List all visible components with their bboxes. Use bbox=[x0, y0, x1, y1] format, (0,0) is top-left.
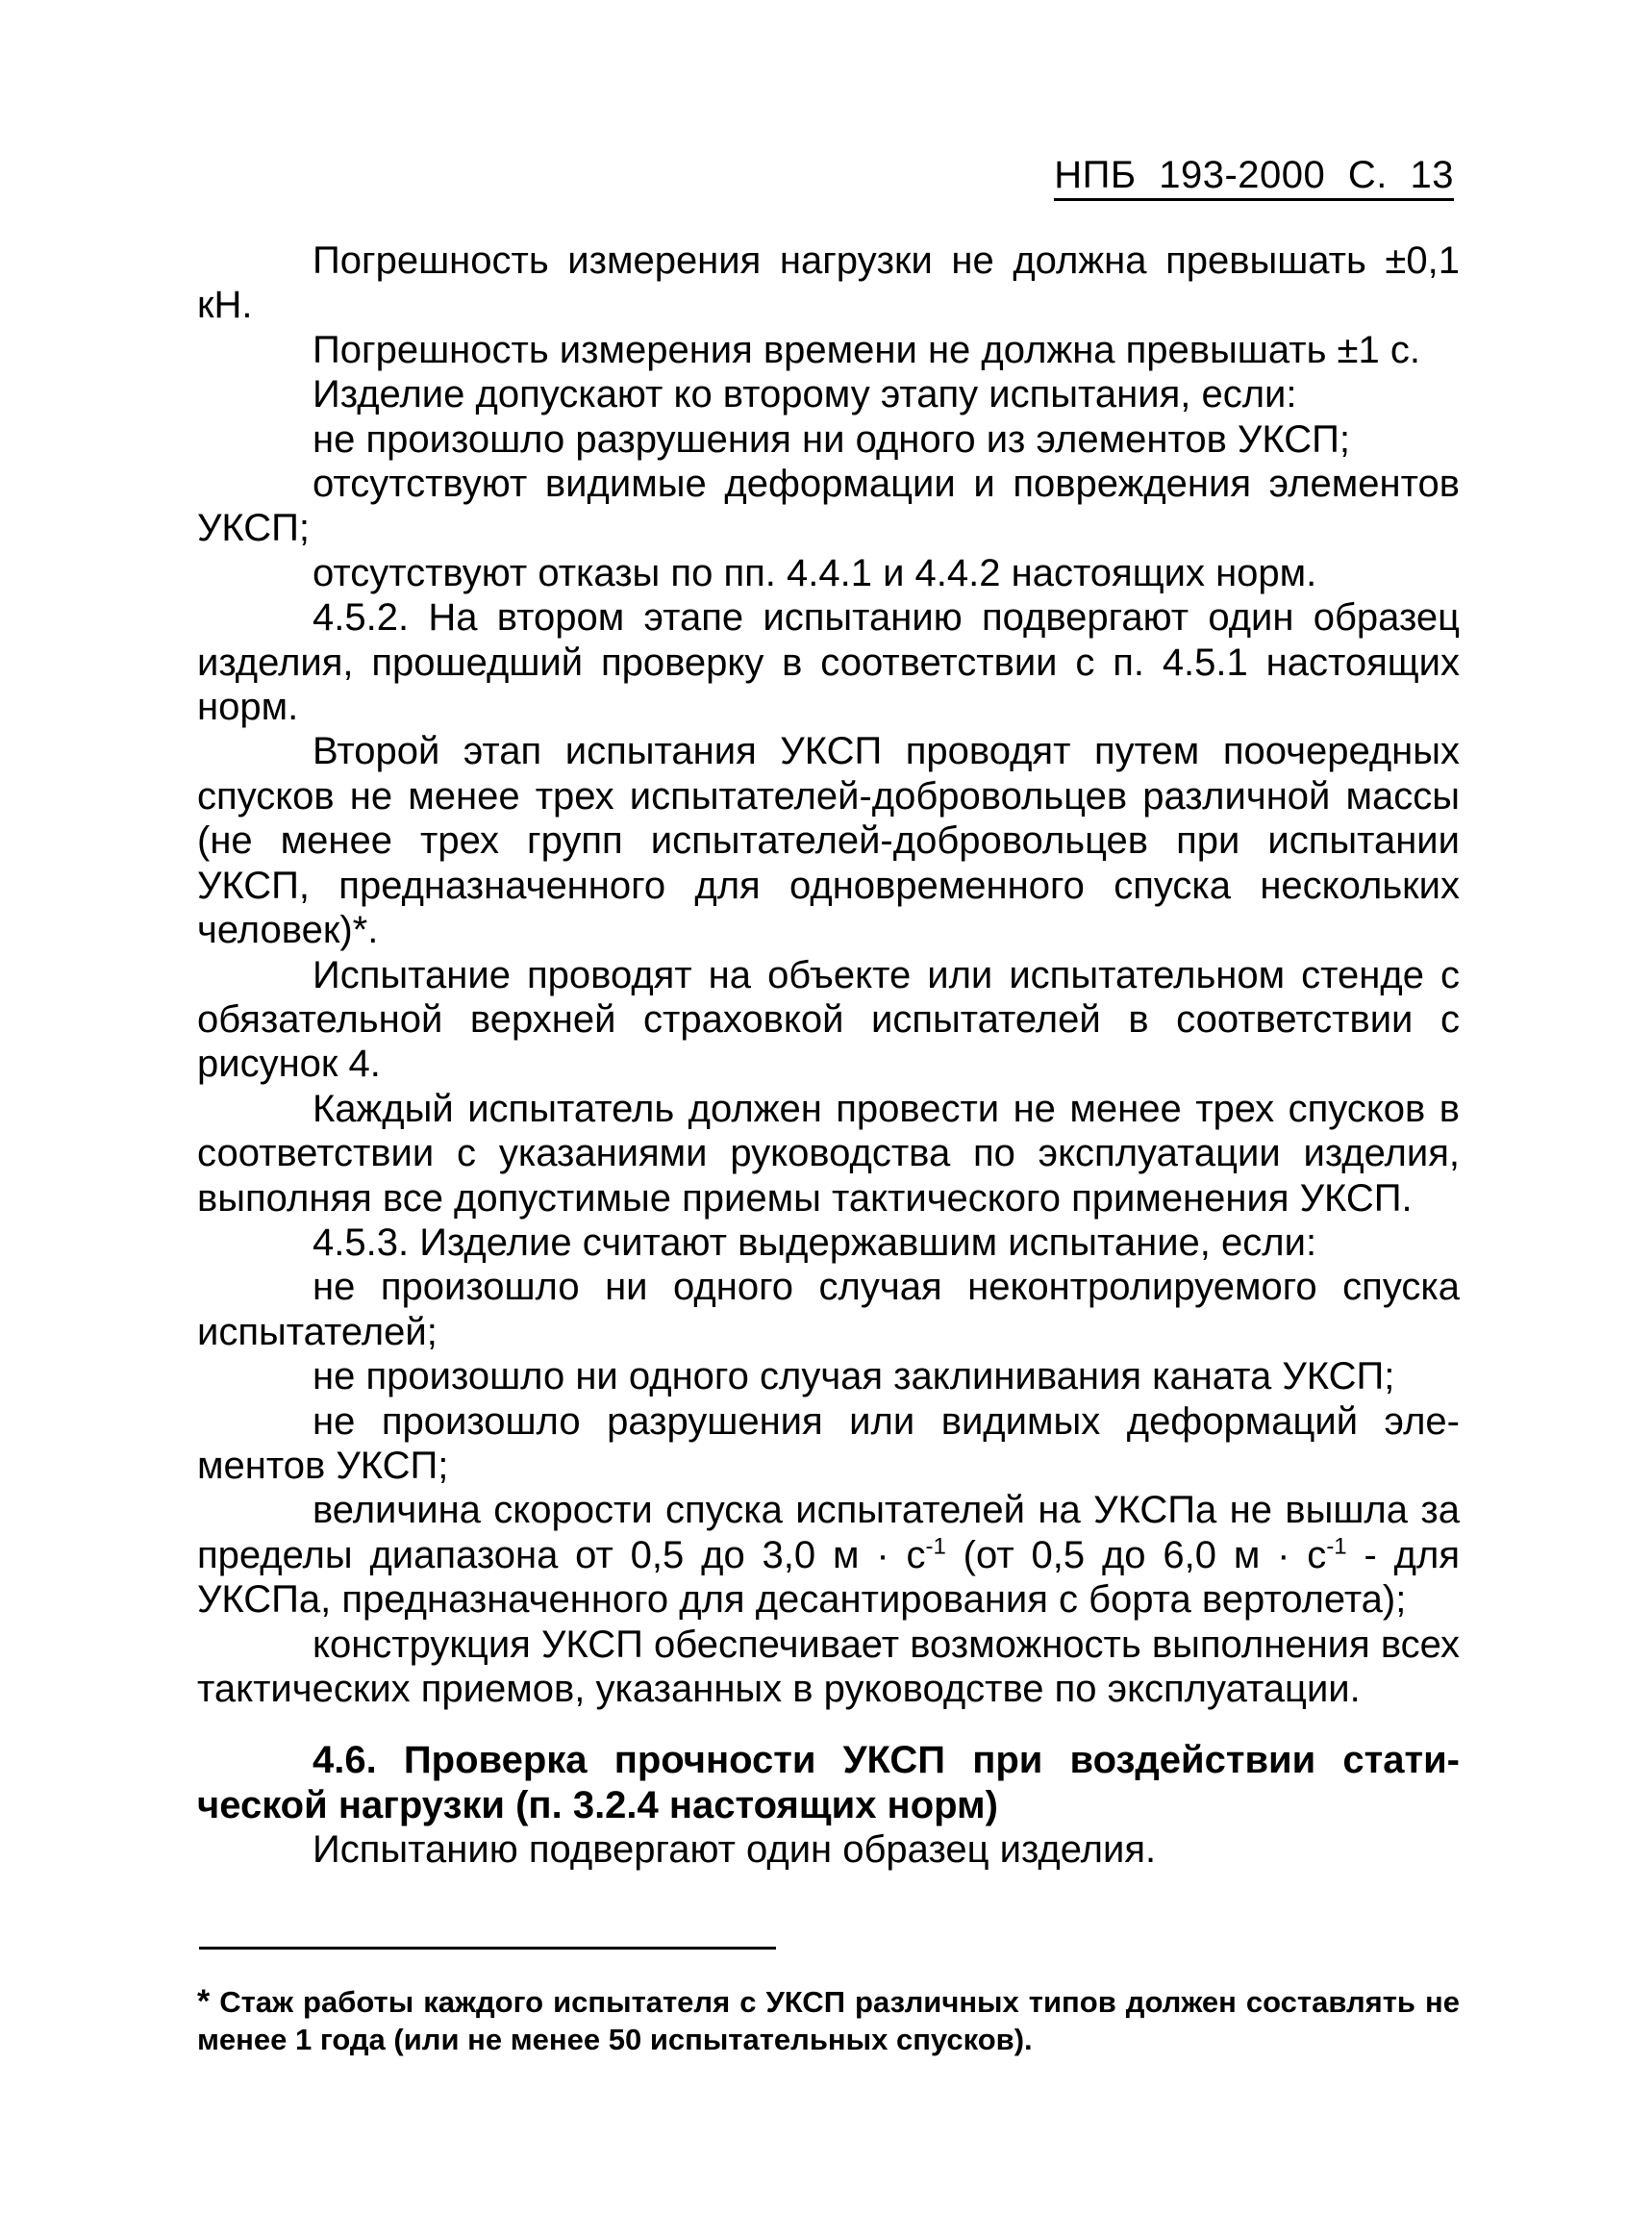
paragraph: не произошло ни одного случая заклинивания каната УКСП; bbox=[313, 1355, 1395, 1398]
paragraph: 4.5.2. На втором этапе испытанию подвергают один образец изделия, прошедший проверку в соответствии с п. 4.5.1 настоящих норм. bbox=[197, 596, 1460, 729]
paragraph: отсутствуют видимые деформации и повреждения элементов УКСП; bbox=[197, 463, 1460, 550]
page-number: С. 13 bbox=[1347, 154, 1454, 196]
paragraph: Погрешность измерения времени не должна превышать ±1 с. bbox=[313, 328, 1420, 371]
paragraph: не произошло разрушения ни одного из элементов УКСП; bbox=[313, 417, 1350, 461]
page-header bbox=[1054, 154, 1454, 197]
paragraph: не произошло ни одного случая неконтролируемого спуска испытателей; bbox=[197, 1266, 1460, 1353]
speed-exponent-2: -1 bbox=[1326, 1533, 1347, 1560]
footnote bbox=[197, 1983, 1460, 2058]
paragraph: Испытание проводят на объекте или испытательном стенде с обязательной верхней страховкой испытателей в соответствии с рисунок 4. bbox=[197, 953, 1460, 1086]
speed-exponent-1: -1 bbox=[925, 1533, 946, 1560]
speed-text-part2: (от 0,5 до 6,0 м · с bbox=[945, 1533, 1327, 1576]
footnote-mark: * bbox=[197, 1983, 211, 2020]
speed-text-part1: величина скорости спуска испытателей на УКСПа не вышла за пределы диапазона от 0,5 до 3,0 м · с bbox=[197, 1489, 1460, 1576]
document-code-and-page bbox=[1054, 154, 1454, 201]
paragraph: Испытанию подвергают один образец изделия. bbox=[313, 1828, 1157, 1872]
document-code: НПБ 193-2000 bbox=[1054, 154, 1326, 196]
paragraph: Каждый испытатель должен провести не менее трех спусков в соответствии с указаниями руководства по эксплуатации изделия, выполняя все допустимые приемы тактического применения УКСП. bbox=[197, 1087, 1460, 1220]
paragraph: отсутствуют отказы по пп. 4.4.1 и 4.4.2 настоящих норм. bbox=[313, 551, 1317, 594]
speed-text-part3: - для УКСПа, предназначенного для десантирования с борта вертолета); bbox=[197, 1533, 1460, 1622]
footnote-divider bbox=[199, 1947, 776, 1950]
paragraph: 4.5.3. Изделие считают выдержавшим испытание, если: bbox=[313, 1221, 1317, 1264]
paragraph: не произошло разрушения или видимых деформаций элементов УКСП; bbox=[197, 1399, 1460, 1487]
speed-paragraph bbox=[197, 1488, 1460, 1622]
paragraph: Второй этап испытания УКСП проводят путем поочередных спусков не менее трех испытателей-добровольцев различной массы (не менее трех групп испытателей-добровольцев при испытании УКСП, предназначенного для одновременного спуска нескольких человек)*. bbox=[197, 730, 1460, 952]
section-heading: 4.6. Проверка прочности УКСП при воздействии статической нагрузки (п. 3.2.4 настоящих норм) bbox=[197, 1739, 1460, 1826]
body-text bbox=[197, 239, 1460, 1873]
paragraph: конструкция УКСП обеспечивает возможность выполнения всех тактических приемов, указанных в руководстве по эксплуатации. bbox=[197, 1623, 1460, 1710]
footnote-text: Стаж работы каждого испытателя с УКСП различных типов должен составлять не менее 1 года (или не менее 50 испытательных спусков). bbox=[197, 1985, 1460, 2056]
paragraph: Изделие допускают ко второму этапу испытания, если: bbox=[313, 373, 1297, 416]
paragraph: Погрешность измерения нагрузки не должна превышать ±0,1 кН. bbox=[197, 239, 1460, 327]
